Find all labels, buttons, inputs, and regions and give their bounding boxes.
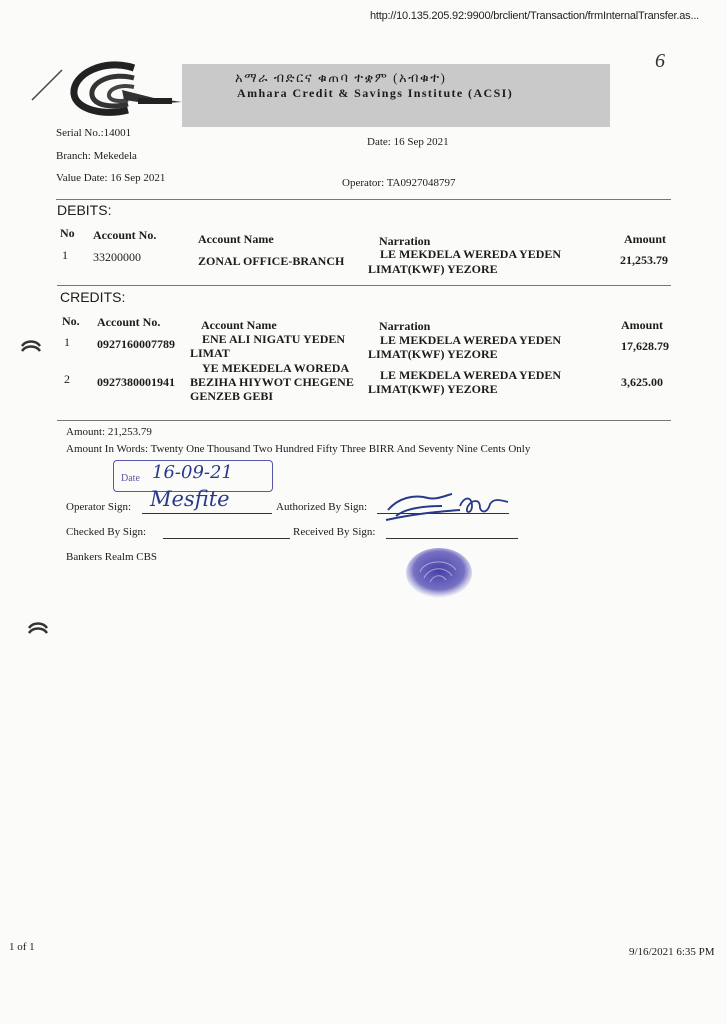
credit-row-narration-line1: LE MEKDELA WEREDA YEDEN	[380, 333, 562, 347]
divider	[56, 199, 671, 200]
credits-header-account-no: Account No.	[97, 315, 161, 329]
credits-title: CREDITS:	[60, 289, 126, 305]
credits-header-no: No.	[62, 314, 80, 328]
credit-row-narration-line2: LIMAT(KWF) YEZORE	[368, 382, 498, 396]
url-header: http://10.135.205.92:9900/brclient/Transaction/frmInternalTransfer.as...	[370, 10, 700, 22]
credit-row-name-line1: ENE ALI NIGATU YEDEN	[202, 332, 346, 346]
debit-row-account-no: 33200000	[93, 250, 141, 264]
divider	[57, 285, 671, 286]
serial-number: Serial No.:14001	[56, 127, 132, 139]
received-by-line	[386, 538, 518, 539]
debit-row-narration-line2: LIMAT(KWF) YEZORE	[368, 262, 498, 276]
credit-row-name-line2: LIMAT	[190, 346, 230, 360]
total-amount: Amount: 21,253.79	[66, 426, 152, 438]
margin-check-mark	[28, 66, 68, 106]
handwritten-page-number: 6	[655, 50, 665, 72]
credits-header-amount: Amount	[621, 318, 664, 332]
binder-hole-mark	[20, 338, 42, 358]
value-date: Value Date: 16 Sep 2021	[56, 172, 166, 184]
credit-row-account-no: 0927160007789	[97, 337, 175, 351]
document-date: Date: 16 Sep 2021	[367, 136, 449, 148]
debit-row-no: 1	[62, 248, 68, 262]
credit-row-name-line2: GENZEB GEBI	[190, 389, 274, 403]
operator-sign-line	[142, 513, 272, 514]
divider	[57, 420, 671, 421]
thumbprint	[402, 546, 476, 604]
debit-row-narration-line1: LE MEKDELA WEREDA YEDEN	[380, 247, 562, 261]
debits-header-no: No	[60, 226, 75, 240]
print-timestamp: 9/16/2021 6:35 PM	[629, 946, 715, 958]
debit-row-account-name: ZONAL OFFICE-BRANCH	[198, 254, 345, 268]
received-by-label: Received By Sign:	[293, 526, 376, 538]
debits-header-amount: Amount	[624, 232, 667, 246]
date-stamp-handwritten-date: 16-09-21	[152, 462, 233, 483]
debits-header-account-name: Account Name	[198, 232, 274, 246]
branch: Branch: Mekedela	[56, 150, 137, 162]
acsi-logo-icon	[64, 58, 184, 120]
debits-header-account-no: Account No.	[93, 228, 157, 242]
credit-row-amount: 3,625.00	[621, 375, 663, 389]
page-number: 1 of 1	[9, 941, 35, 953]
authorized-sign-label: Authorized By Sign:	[276, 501, 368, 513]
debit-row-amount: 21,253.79	[620, 253, 668, 267]
binder-hole-mark	[27, 620, 49, 640]
system-name: Bankers Realm CBS	[66, 551, 158, 563]
operator-id: Operator: TA0927048797	[342, 177, 456, 189]
operator-sign-label: Operator Sign:	[66, 501, 132, 513]
credit-row-no: 2	[64, 372, 70, 386]
authorized-signature	[384, 484, 524, 526]
debits-header-narration: Narration	[379, 234, 431, 248]
credit-row-amount: 17,628.79	[621, 339, 669, 353]
credits-header-account-name: Account Name	[201, 318, 277, 332]
institute-english-name: Amhara Credit & Savings Institute (ACSI)	[237, 86, 514, 100]
credit-row-account-no: 0927380001941	[97, 375, 175, 389]
date-stamp-label: Date	[121, 473, 140, 484]
debits-title: DEBITS:	[57, 202, 112, 218]
amount-in-words: Amount In Words: Twenty One Thousand Two Hundred Fifty Three BIRR And Seventy Nine Cents Only	[66, 443, 531, 455]
credits-header-narration: Narration	[379, 319, 431, 333]
checked-by-label: Checked By Sign:	[66, 526, 147, 538]
credit-row-no: 1	[64, 335, 70, 349]
institute-amharic-name: አማራ ብድርና ቁጠባ ተቋም (አብቁተ)	[235, 70, 447, 85]
operator-signature: Mesfite	[150, 487, 230, 511]
credit-row-narration-line2: LIMAT(KWF) YEZORE	[368, 347, 498, 361]
credit-row-name-line0: YE MEKEDELA WOREDA	[202, 361, 350, 375]
credit-row-narration-line1: LE MEKDELA WEREDA YEDEN	[380, 368, 562, 382]
credit-row-name-line1: BEZIHA HIYWOT CHEGENE	[190, 375, 354, 389]
checked-by-line	[163, 538, 290, 539]
